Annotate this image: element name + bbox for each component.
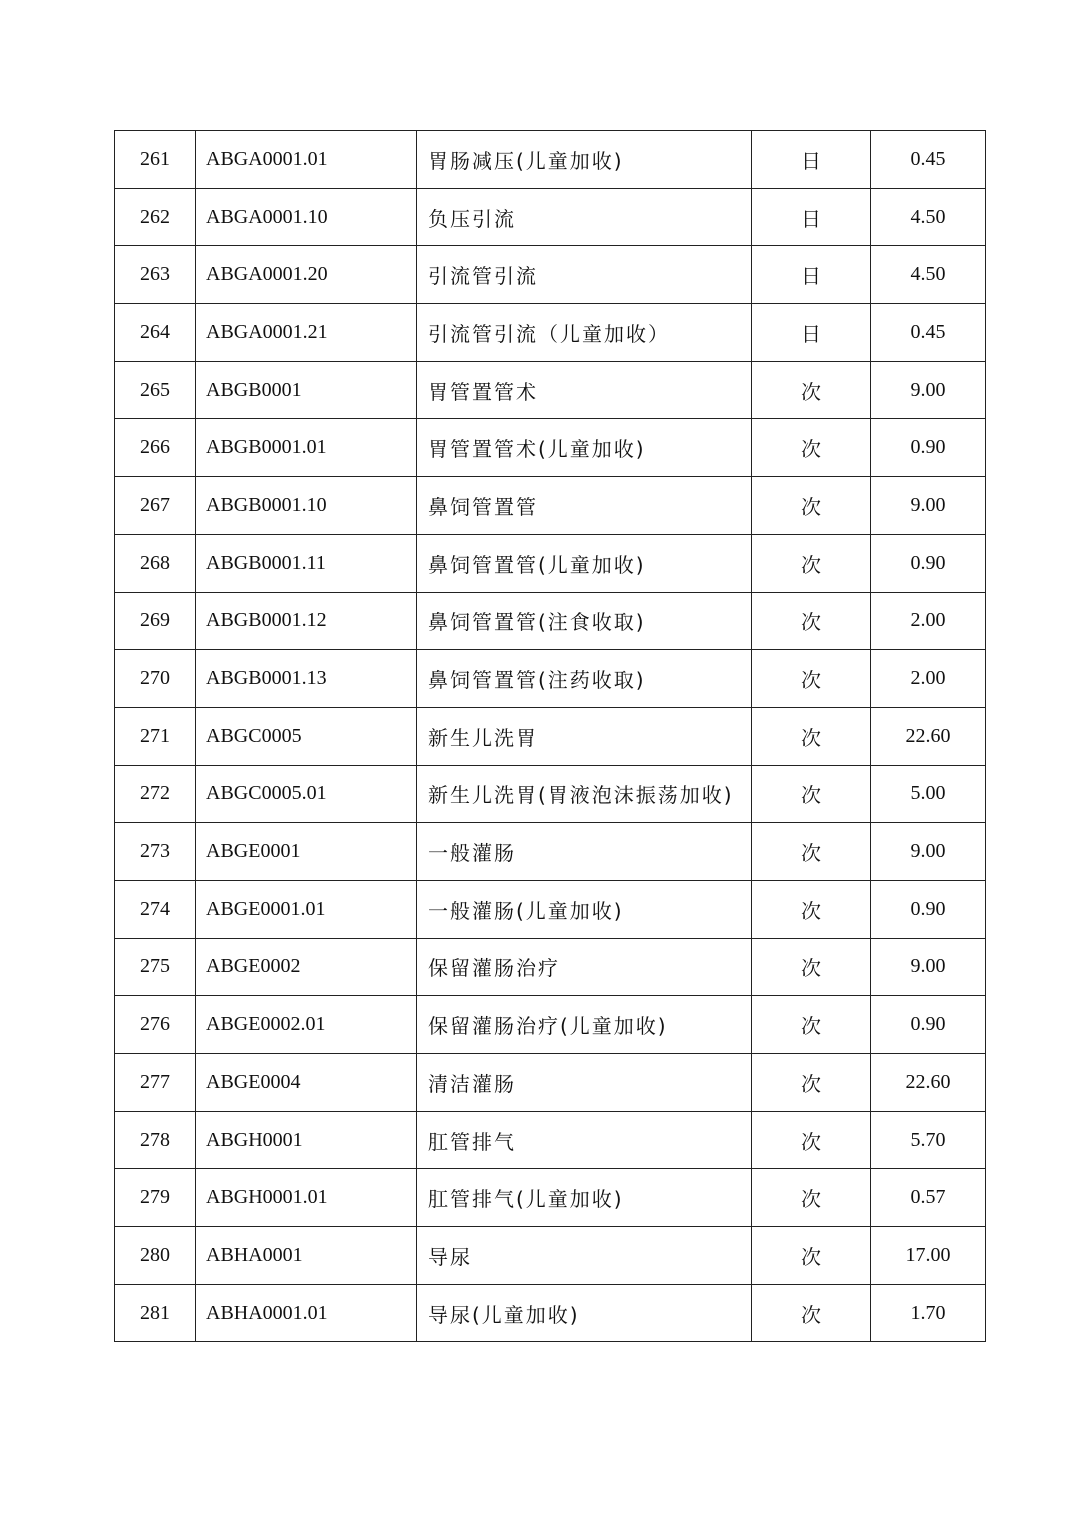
unit-cell: 日 <box>752 246 871 304</box>
unit-cell: 次 <box>752 650 871 708</box>
item-name-cell: 负压引流 <box>417 188 752 246</box>
table-row <box>115 1169 986 1227</box>
fee-cell: 9.00 <box>871 361 986 419</box>
item-code-cell: ABGB0001 <box>196 361 417 419</box>
table-row <box>115 361 986 419</box>
item-name-cell: 鼻饲管置管(注食收取) <box>417 592 752 650</box>
item-code-cell: ABGC0005 <box>196 707 417 765</box>
table-row <box>115 823 986 881</box>
table-row <box>115 650 986 708</box>
item-name-cell: 导尿 <box>417 1227 752 1285</box>
unit-cell: 次 <box>752 1111 871 1169</box>
unit-cell: 次 <box>752 1169 871 1227</box>
unit-cell: 次 <box>752 823 871 881</box>
fee-cell: 0.45 <box>871 131 986 189</box>
row-number-cell: 274 <box>115 880 196 938</box>
table-row <box>115 707 986 765</box>
row-number-cell: 281 <box>115 1284 196 1342</box>
unit-cell: 次 <box>752 477 871 535</box>
table-row <box>115 1284 986 1342</box>
row-number-cell: 272 <box>115 765 196 823</box>
table-row <box>115 938 986 996</box>
item-code-cell: ABGC0005.01 <box>196 765 417 823</box>
item-code-cell: ABGE0001.01 <box>196 880 417 938</box>
row-number-cell: 271 <box>115 707 196 765</box>
unit-cell: 日 <box>752 131 871 189</box>
fee-cell: 2.00 <box>871 592 986 650</box>
fee-cell: 0.57 <box>871 1169 986 1227</box>
unit-cell: 日 <box>752 304 871 362</box>
table-row <box>115 996 986 1054</box>
item-code-cell: ABGE0004 <box>196 1054 417 1112</box>
unit-cell: 次 <box>752 765 871 823</box>
row-number-cell: 267 <box>115 477 196 535</box>
row-number-cell: 261 <box>115 131 196 189</box>
item-code-cell: ABGB0001.10 <box>196 477 417 535</box>
unit-cell: 次 <box>752 419 871 477</box>
fee-cell: 4.50 <box>871 188 986 246</box>
row-number-cell: 262 <box>115 188 196 246</box>
item-code-cell: ABHA0001.01 <box>196 1284 417 1342</box>
row-number-cell: 268 <box>115 534 196 592</box>
row-number-cell: 270 <box>115 650 196 708</box>
item-code-cell: ABGB0001.01 <box>196 419 417 477</box>
item-name-cell: 新生儿洗胃 <box>417 707 752 765</box>
fee-table-body <box>115 131 986 1342</box>
fee-cell: 2.00 <box>871 650 986 708</box>
fee-cell: 9.00 <box>871 938 986 996</box>
unit-cell: 次 <box>752 938 871 996</box>
table-row <box>115 592 986 650</box>
fee-cell: 5.70 <box>871 1111 986 1169</box>
item-name-cell: 一般灌肠(儿童加收) <box>417 880 752 938</box>
row-number-cell: 266 <box>115 419 196 477</box>
item-name-cell: 一般灌肠 <box>417 823 752 881</box>
fee-cell: 17.00 <box>871 1227 986 1285</box>
table-row <box>115 246 986 304</box>
item-name-cell: 清洁灌肠 <box>417 1054 752 1112</box>
fee-table <box>114 130 986 1342</box>
item-code-cell: ABGA0001.10 <box>196 188 417 246</box>
row-number-cell: 275 <box>115 938 196 996</box>
row-number-cell: 276 <box>115 996 196 1054</box>
item-name-cell: 肛管排气 <box>417 1111 752 1169</box>
item-code-cell: ABHA0001 <box>196 1227 417 1285</box>
unit-cell: 次 <box>752 361 871 419</box>
item-code-cell: ABGE0001 <box>196 823 417 881</box>
item-name-cell: 保留灌肠治疗(儿童加收) <box>417 996 752 1054</box>
fee-cell: 0.90 <box>871 534 986 592</box>
item-name-cell: 鼻饲管置管(儿童加收) <box>417 534 752 592</box>
row-number-cell: 278 <box>115 1111 196 1169</box>
item-name-cell: 引流管引流 <box>417 246 752 304</box>
row-number-cell: 280 <box>115 1227 196 1285</box>
item-code-cell: ABGA0001.21 <box>196 304 417 362</box>
table-row <box>115 188 986 246</box>
item-code-cell: ABGB0001.13 <box>196 650 417 708</box>
item-code-cell: ABGA0001.01 <box>196 131 417 189</box>
unit-cell: 次 <box>752 592 871 650</box>
unit-cell: 次 <box>752 1054 871 1112</box>
table-row <box>115 880 986 938</box>
item-name-cell: 导尿(儿童加收) <box>417 1284 752 1342</box>
unit-cell: 日 <box>752 188 871 246</box>
item-name-cell: 肛管排气(儿童加收) <box>417 1169 752 1227</box>
table-row <box>115 131 986 189</box>
item-name-cell: 鼻饲管置管 <box>417 477 752 535</box>
table-row <box>115 304 986 362</box>
row-number-cell: 273 <box>115 823 196 881</box>
unit-cell: 次 <box>752 1227 871 1285</box>
unit-cell: 次 <box>752 534 871 592</box>
fee-cell: 9.00 <box>871 477 986 535</box>
item-code-cell: ABGA0001.20 <box>196 246 417 304</box>
table-row <box>115 419 986 477</box>
table-row <box>115 765 986 823</box>
fee-cell: 1.70 <box>871 1284 986 1342</box>
unit-cell: 次 <box>752 880 871 938</box>
item-code-cell: ABGH0001.01 <box>196 1169 417 1227</box>
table-row <box>115 1054 986 1112</box>
table-row <box>115 477 986 535</box>
row-number-cell: 279 <box>115 1169 196 1227</box>
fee-cell: 0.90 <box>871 419 986 477</box>
item-code-cell: ABGB0001.11 <box>196 534 417 592</box>
row-number-cell: 269 <box>115 592 196 650</box>
table-row <box>115 534 986 592</box>
fee-cell: 9.00 <box>871 823 986 881</box>
row-number-cell: 277 <box>115 1054 196 1112</box>
item-name-cell: 新生儿洗胃(胃液泡沫振荡加收) <box>417 765 752 823</box>
item-name-cell: 胃管置管术(儿童加收) <box>417 419 752 477</box>
fee-cell: 22.60 <box>871 707 986 765</box>
item-name-cell: 鼻饲管置管(注药收取) <box>417 650 752 708</box>
item-name-cell: 保留灌肠治疗 <box>417 938 752 996</box>
item-name-cell: 引流管引流（儿童加收） <box>417 304 752 362</box>
table-row <box>115 1227 986 1285</box>
item-name-cell: 胃管置管术 <box>417 361 752 419</box>
fee-cell: 5.00 <box>871 765 986 823</box>
row-number-cell: 265 <box>115 361 196 419</box>
fee-cell: 4.50 <box>871 246 986 304</box>
unit-cell: 次 <box>752 1284 871 1342</box>
unit-cell: 次 <box>752 996 871 1054</box>
fee-cell: 0.90 <box>871 880 986 938</box>
table-row <box>115 1111 986 1169</box>
fee-cell: 0.90 <box>871 996 986 1054</box>
item-code-cell: ABGB0001.12 <box>196 592 417 650</box>
item-code-cell: ABGE0002 <box>196 938 417 996</box>
item-name-cell: 胃肠减压(儿童加收) <box>417 131 752 189</box>
row-number-cell: 263 <box>115 246 196 304</box>
unit-cell: 次 <box>752 707 871 765</box>
fee-cell: 0.45 <box>871 304 986 362</box>
item-code-cell: ABGE0002.01 <box>196 996 417 1054</box>
item-code-cell: ABGH0001 <box>196 1111 417 1169</box>
row-number-cell: 264 <box>115 304 196 362</box>
fee-cell: 22.60 <box>871 1054 986 1112</box>
